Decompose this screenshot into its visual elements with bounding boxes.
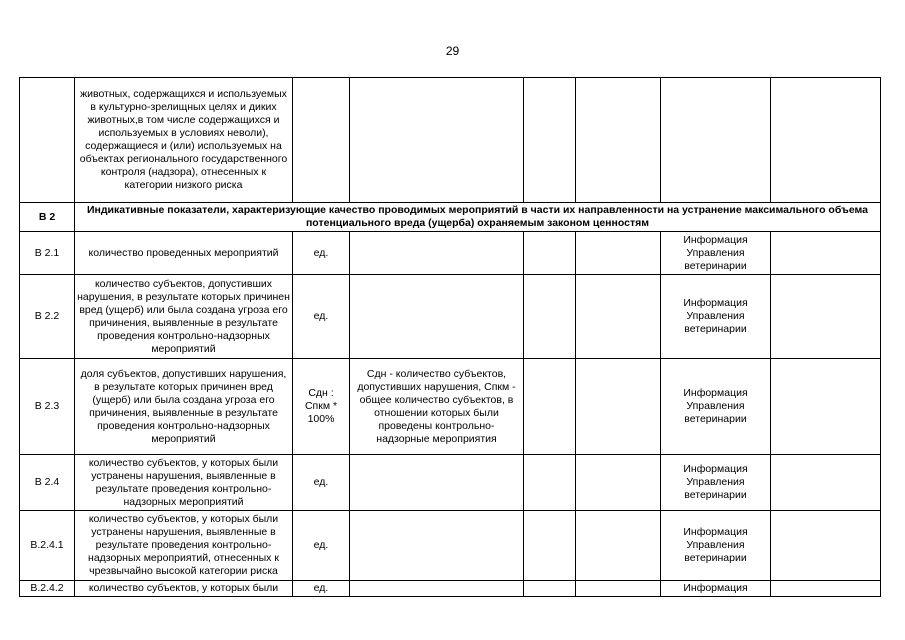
cell-empty (771, 78, 881, 203)
row-unit: Сдн : Спкм * 100% (293, 359, 350, 455)
row-source: Информация (661, 581, 771, 597)
table-row (20, 275, 881, 359)
row-source: Информация Управления ветеринарии (661, 232, 771, 275)
row-source: Информация Управления ветеринарии (661, 455, 771, 511)
row-formula: Сдн - количество субъектов, допустивших нарушения, Спкм - общее количество субъектов, в отношении которых были проведены контрольно-надзорные мероприятия (350, 359, 524, 455)
cell-empty (576, 359, 661, 455)
cell-empty (524, 232, 576, 275)
cell-empty (576, 511, 661, 581)
section-code: В 2 (20, 203, 75, 232)
row-unit: ед. (293, 581, 350, 597)
cell-empty (576, 78, 661, 203)
table-row (20, 359, 881, 455)
cell-empty (771, 359, 881, 455)
row-name: количество проведенных мероприятий (75, 232, 293, 275)
cell-empty (524, 275, 576, 359)
section-header-row (20, 203, 881, 232)
row-code: В 2.4 (20, 455, 75, 511)
row-source: Информация Управления ветеринарии (661, 359, 771, 455)
cell-empty (524, 78, 576, 203)
row-source: Информация Управления ветеринарии (661, 511, 771, 581)
row-name: количество субъектов, у которых были устранены нарушения, выявленные в результате проведения контрольно-надзорных мероприятий (75, 455, 293, 511)
page-number: 29 (445, 44, 460, 58)
row-formula (350, 455, 524, 511)
row-name: количество субъектов, у которых были устранены нарушения, выявленные в результате проведения контрольно-надзорных мероприятий, отнесенных к чрезвычайно высокой категории риска (75, 511, 293, 581)
row-unit: ед. (293, 511, 350, 581)
cell-unit (293, 78, 350, 203)
row-name: количество субъектов, у которых были (75, 581, 293, 597)
table-row (20, 232, 881, 275)
cell-empty (524, 581, 576, 597)
row-unit: ед. (293, 275, 350, 359)
row-formula (350, 581, 524, 597)
cell-empty (771, 581, 881, 597)
row-unit: ед. (293, 455, 350, 511)
cell-name: животных, содержащихся и используемых в культурно-зрелищных целях и диких животных,в том числе содержащихся и используемых в условиях неволи), содержащиеся и (или) используемых на объектах регионального государственного контроля (надзора), отнесенных к категории низкого риска (75, 78, 293, 203)
cell-empty (524, 359, 576, 455)
cell-empty (771, 275, 881, 359)
cell-empty (576, 275, 661, 359)
cell-empty (771, 455, 881, 511)
row-name: количество субъектов, допустивших нарушения, в результате которых причинен вред (ущерб) или была создана угроза его причинения, выявленные в результате проведения контрольно-надзорных мероприятий (75, 275, 293, 359)
row-formula (350, 511, 524, 581)
row-code: В 2.2 (20, 275, 75, 359)
cell-code (20, 78, 75, 203)
row-name: доля субъектов, допустивших нарушения, в результате которых причинен вред (ущерб) или была создана угроза его причинения, выявленные в результате проведения контрольно-надзорных мероприятий (75, 359, 293, 455)
section-title: Индикативные показатели, характеризующие качество проводимых мероприятий в части их направленности на устранение максимального объема потенциального вреда (ущерба) охраняемым законом ценностям (75, 203, 881, 232)
cell-empty (576, 455, 661, 511)
cell-empty (524, 455, 576, 511)
cell-formula (350, 78, 524, 203)
indicator-table (19, 77, 881, 597)
cell-empty (524, 511, 576, 581)
table-row (20, 455, 881, 511)
row-code: В.2.4.2 (20, 581, 75, 597)
cell-source (661, 78, 771, 203)
cell-empty (576, 232, 661, 275)
cell-empty (771, 511, 881, 581)
row-code: В 2.1 (20, 232, 75, 275)
table-row (20, 581, 881, 597)
row-unit: ед. (293, 232, 350, 275)
row-code: В.2.4.1 (20, 511, 75, 581)
table-row (20, 511, 881, 581)
row-formula (350, 275, 524, 359)
cell-empty (576, 581, 661, 597)
row-code: В 2.3 (20, 359, 75, 455)
row-source: Информация Управления ветеринарии (661, 275, 771, 359)
row-formula (350, 232, 524, 275)
cell-empty (771, 232, 881, 275)
continuation-row (20, 78, 881, 203)
